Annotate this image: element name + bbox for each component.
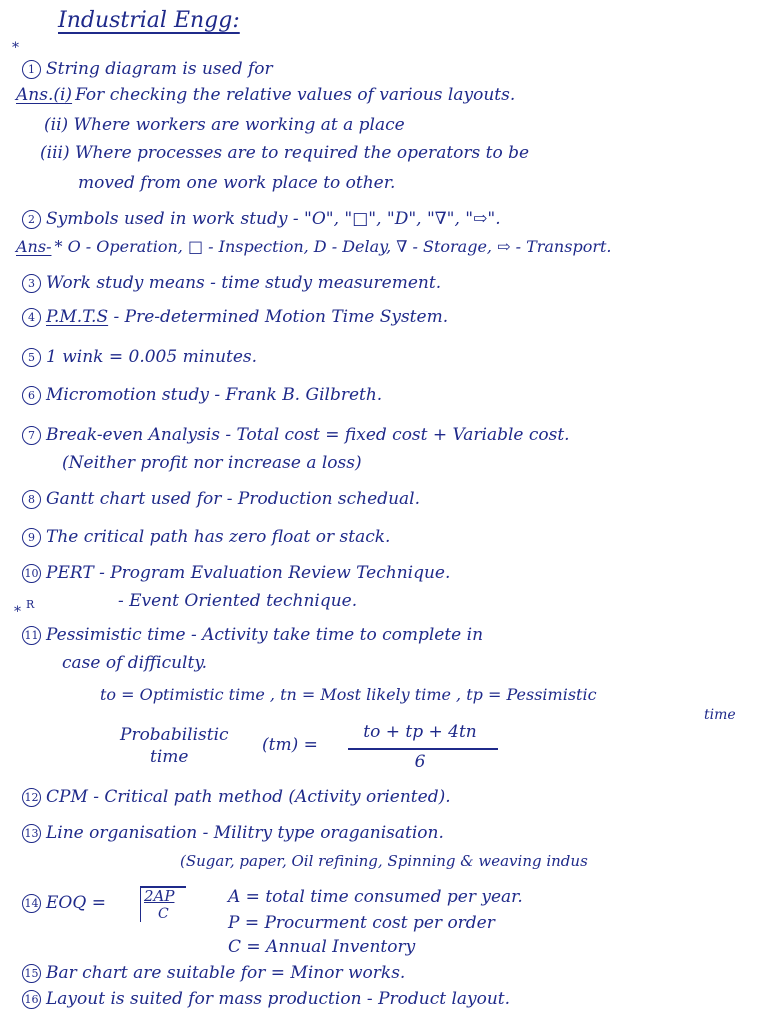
- item-number: 4: [22, 308, 41, 327]
- abbreviation: P.M.T.S: [46, 307, 109, 327]
- eoq-def-a: A = total time consumed per year.: [228, 887, 523, 907]
- item-8: 8 Gantt chart used for - Production schedual.: [22, 488, 420, 510]
- item-number: 12: [22, 788, 41, 807]
- item-number: 6: [22, 386, 41, 405]
- item-3: 3 Work study means - time study measurement.: [22, 272, 441, 294]
- item-number: 10: [22, 564, 41, 583]
- item-4: 4 P.M.T.S - Pre-determined Motion Time System.: [22, 306, 448, 328]
- item-number: 16: [22, 990, 41, 1009]
- item-number: 1: [22, 60, 41, 79]
- formula-lhs: (tm) =: [262, 735, 318, 755]
- eoq-def-c: C = Annual Inventory: [228, 937, 416, 957]
- item-2: 2 Symbols used in work study - "O", "□", "D", "∇", "⇨".: [22, 208, 501, 230]
- item-number: 9: [22, 528, 41, 547]
- star-mark: *: [14, 604, 21, 620]
- item-16: 16 Layout is suited for mass production - Product layout.: [22, 988, 510, 1010]
- answer-2: Ans- * O - Operation, □ - Inspection, D - Delay, ∇ - Storage, ⇨ - Transport.: [16, 237, 612, 256]
- sqrt-denominator: C: [158, 906, 169, 922]
- item-15: 15 Bar chart are suitable for = Minor works.: [22, 962, 405, 984]
- answer-1-iii: (iii) Where processes are to required the operators to be: [40, 143, 530, 163]
- item-11-cont: case of difficulty.: [62, 653, 208, 673]
- formula-label-2: time: [150, 747, 189, 767]
- sqrt-sign: [130, 888, 141, 922]
- item-number: 15: [22, 964, 41, 983]
- item-10: 10 PERT - Program Evaluation Review Technique.: [22, 562, 450, 584]
- item-14: 14 EOQ =: [22, 892, 106, 914]
- formula-label: Probabilistic: [120, 725, 229, 745]
- item-9: 9 The critical path has zero float or stack.: [22, 526, 390, 548]
- item-7: 7 Break-even Analysis - Total cost = fixed cost + Variable cost.: [22, 424, 570, 446]
- fraction-bar: [348, 748, 498, 750]
- answer-label: Ans-: [16, 237, 52, 256]
- item-11-definitions-cont: time: [704, 707, 736, 723]
- item-7-note: (Neither profit nor increase a loss): [62, 453, 362, 473]
- item-number: 7: [22, 426, 41, 445]
- item-1: 1 String diagram is used for: [22, 58, 273, 80]
- item-11: 11 Pessimistic time - Activity take time to complete in: [22, 624, 483, 646]
- item-number: 13: [22, 824, 41, 843]
- page-title: Industrial Engg:: [58, 8, 240, 33]
- item-11-definitions: to = Optimistic time , tn = Most likely time , tp = Pessimistic: [100, 685, 597, 704]
- item-number: 14: [22, 894, 41, 913]
- sqrt-expression: [130, 884, 200, 926]
- item-number: 11: [22, 626, 41, 645]
- answer-1: Ans.(i) For checking the relative values of various layouts.: [16, 85, 516, 105]
- item-12: 12 CPM - Critical path method (Activity oriented).: [22, 786, 451, 808]
- revision-mark: R: [26, 598, 35, 611]
- item-6: 6 Micromotion study - Frank B. Gilbreth.: [22, 384, 382, 406]
- item-13: 13 Line organisation - Militry type oraganisation.: [22, 822, 444, 844]
- item-number: 2: [22, 210, 41, 229]
- item-5: 5 1 wink = 0.005 minutes.: [22, 346, 257, 368]
- answer-1-iii-cont: moved from one work place to other.: [78, 173, 396, 193]
- star-mark: *: [12, 40, 19, 56]
- formula-denominator: 6: [414, 752, 426, 772]
- eoq-def-p: P = Procurment cost per order: [228, 913, 495, 933]
- item-number: 3: [22, 274, 41, 293]
- item-number: 8: [22, 490, 41, 509]
- formula-numerator: to + tp + 4tn: [363, 722, 477, 742]
- item-number: 5: [22, 348, 41, 367]
- answer-label: Ans.(i): [16, 85, 73, 105]
- answer-1-ii: (ii) Where workers are working at a place: [44, 115, 405, 135]
- item-13-examples: (Sugar, paper, Oil refining, Spinning & weaving indus: [180, 852, 588, 870]
- item-10-note: - Event Oriented technique.: [118, 591, 358, 611]
- sqrt-numerator: 2AP: [144, 887, 175, 905]
